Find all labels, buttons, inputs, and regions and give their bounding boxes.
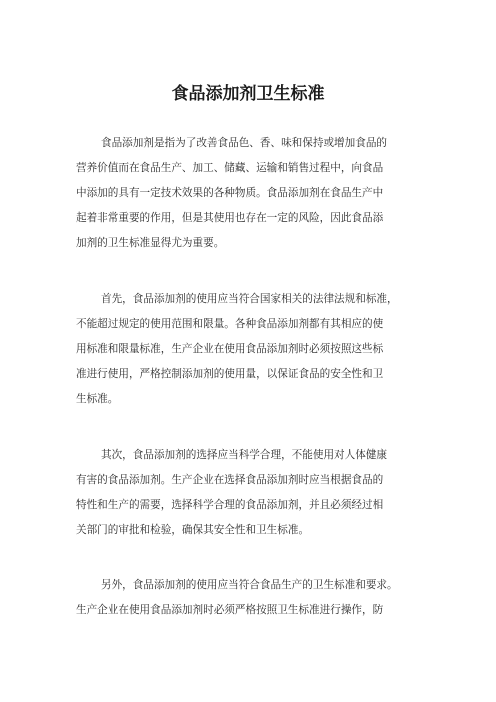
text-line: 加剂的卫生标准显得尤为重要。 <box>76 237 225 249</box>
text-line: 生标准。 <box>76 393 119 405</box>
text-line: 其次，食品添加剂的选择应当科学合理，不能使用对人体健康 <box>101 449 388 461</box>
text-line: 另外，食品添加剂的使用应当符合食品生产的卫生标准和要求。 <box>101 579 398 591</box>
text-line: 食品添加剂是指为了改善食品色、香、味和保持或增加食品的 <box>101 137 388 149</box>
text-line: 首先，食品添加剂的使用应当符合国家相关的法律法规和标准， <box>101 293 398 305</box>
text-line: 营养价值而在食品生产、加工、储藏、运输和销售过程中，向食品 <box>76 162 384 174</box>
text-line: 特性和生产的需要，选择科学合理的食品添加剂，并且必须经过相 <box>76 499 384 511</box>
text-line: 关部门的审批和检验，确保其安全性和卫生标准。 <box>76 524 310 536</box>
text-line: 中添加的具有一定技术效果的各种物质。食品添加剂在食品生产中 <box>76 187 384 199</box>
text-line: 起着非常重要的作用，但是其使用也存在一定的风险，因此食品添 <box>76 212 384 224</box>
text-line: 准进行使用，严格控制添加剂的使用量，以保证食品的安全性和卫 <box>76 368 384 380</box>
text-line: 生产企业在使用食品添加剂时必须严格按照卫生标准进行操作，防 <box>76 604 384 616</box>
text-line: 有害的食品添加剂。生产企业在选择食品添加剂时应当根据食品的 <box>76 474 384 486</box>
text-line: 不能超过规定的使用范围和限量。各种食品添加剂都有其相应的使 <box>76 318 384 330</box>
document-title: 食品添加剂卫生标准 <box>171 84 325 104</box>
text-line: 用标准和限量标准，生产企业在使用食品添加剂时必须按照这些标 <box>76 343 384 355</box>
